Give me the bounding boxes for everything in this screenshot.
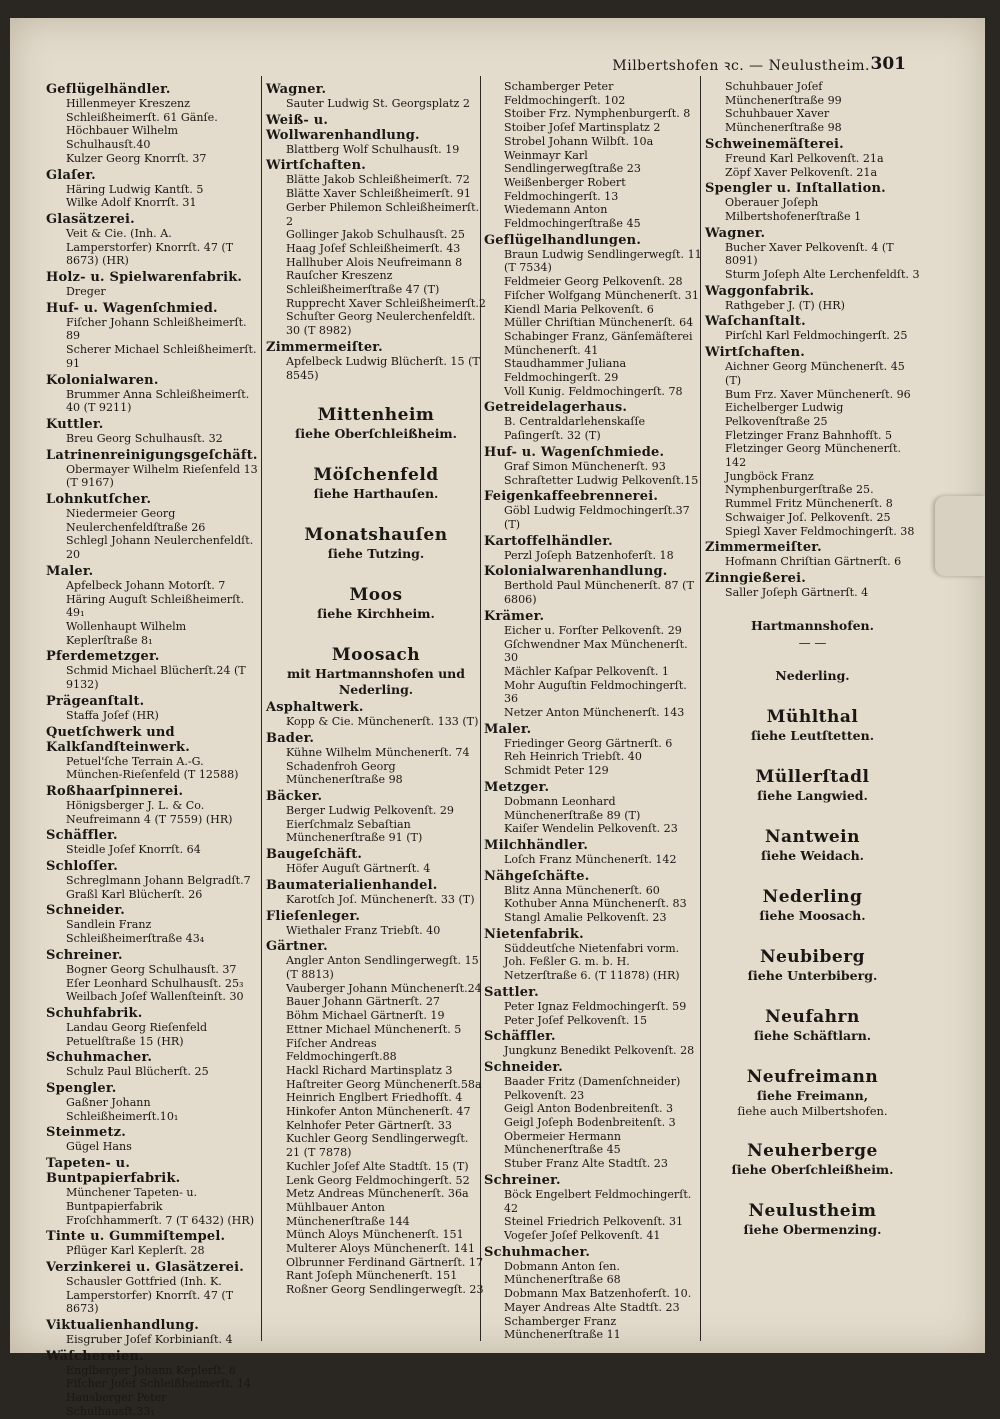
directory-entry: Vogeſer Joſef Pelkovenſt. 41 bbox=[504, 1229, 661, 1242]
sub-locality-heading: Nederling. bbox=[775, 667, 850, 683]
directory-entry: Landau Georg Rieſenfeld Petuelſtraße 15 (HR) bbox=[66, 1020, 208, 1048]
place-reference: mit Hartmannshofen und Nederling. bbox=[286, 666, 466, 698]
directory-entry: Schreglmann Johann Belgradſt.7 bbox=[66, 874, 251, 888]
directory-entry: Häring Auguſt Schleißheimerſt. 49₁ bbox=[66, 592, 245, 620]
directory-entry: Graßl Karl Blücherſt. 26 bbox=[66, 887, 203, 901]
category-heading: Schreiner. bbox=[46, 947, 123, 963]
directory-entry: Sauter Ludwig St. Georgsplatz 2 bbox=[286, 97, 470, 110]
directory-entry: Graf Simon Münchenerſt. 93 bbox=[504, 459, 666, 473]
directory-entry: Rant Joſeph Münchenerſt. 151 bbox=[286, 1269, 458, 1283]
category-heading: Quetſchwerk und Kalkſandſteinwerk. bbox=[46, 724, 190, 755]
directory-entry: Scherer Michael Schleißheimerſt. 91 bbox=[66, 343, 257, 370]
category-heading: Schuhmacher. bbox=[46, 1050, 153, 1066]
category-heading: Schreiner. bbox=[484, 1172, 561, 1188]
category-heading: Verzinkerei u. Glasätzerei. bbox=[46, 1259, 245, 1275]
directory-entry: Brummer Anna Schleißheimerſt. 40 (T 9211) bbox=[66, 387, 250, 415]
category-heading: Wagner. bbox=[705, 225, 766, 241]
category-heading: Asphaltwerk. bbox=[266, 700, 364, 716]
place-block bbox=[266, 404, 486, 442]
category-heading: Getreidelagerhaus. bbox=[484, 400, 628, 416]
place-reference: ſiehe Schäftlarn. bbox=[753, 1027, 872, 1043]
place-reference-extra: ſiehe auch Milbertshofen. bbox=[737, 1103, 888, 1118]
place-block bbox=[705, 826, 920, 864]
directory-entry: Rauſcher Kreszenz Schleißheimerſtraße 47 (T) bbox=[286, 269, 440, 297]
place-reference: ſiehe Oberſchleißheim. bbox=[294, 426, 458, 442]
category-heading: Holz- u. Spielwarenfabrik. bbox=[46, 270, 243, 286]
place-name: Neulustheim bbox=[748, 1200, 877, 1221]
directory-entry: Wollenhaupt Wilhelm Keplerſtraße 8₁ bbox=[66, 619, 187, 647]
directory-entry: Schuhbauer Joſef Münchenerſtraße 99 bbox=[725, 80, 842, 107]
directory-entry: Braun Ludwig Sendlingerwegſt. 11 (T 7534) bbox=[504, 247, 702, 275]
directory-entry: Veit & Cie. (Inh. A. Lamperstorfer) Knorrſt. 47 (T 8673) (HR) bbox=[66, 226, 234, 268]
directory-entry: Feldmeier Georg Pelkovenſt. 28 bbox=[504, 275, 683, 289]
category-heading: Wirtſchaften. bbox=[266, 158, 366, 174]
place-reference: ſiehe Weidach. bbox=[760, 847, 865, 863]
category-heading: Zinngießerei. bbox=[705, 570, 806, 586]
category-heading: Waggonfabrik. bbox=[705, 283, 815, 299]
category-heading: Tinte u. Gummiſtempel. bbox=[46, 1229, 226, 1245]
directory-entry: Schraſtetter Ludwig Pelkovenſt.15 bbox=[504, 473, 699, 487]
category-heading: Bader. bbox=[266, 730, 315, 746]
directory-entry: Strobel Johann Wilbſt. 10a bbox=[504, 134, 654, 148]
category-heading: Glaſer. bbox=[46, 167, 96, 183]
directory-entry: Sturm Joſeph Alte Lerchenfeldſt. 3 bbox=[725, 268, 920, 282]
directory-entry: Gſchwendner Max Münchenerſt. 30 bbox=[504, 637, 688, 665]
directory-entry: Lenk Georg Feldmochingerſt. 52 bbox=[286, 1173, 470, 1187]
column-3 bbox=[484, 80, 702, 1350]
directory-entry: Stoiber Joſef Martinsplatz 2 bbox=[504, 121, 661, 135]
place-name: Neubiberg bbox=[759, 946, 866, 967]
directory-entry: Wilke Adolf Knorrſt. 31 bbox=[66, 196, 197, 210]
directory-entry: Multerer Aloys Münchenerſt. 141 bbox=[286, 1242, 475, 1256]
directory-entry: Staffa Joſef (HR) bbox=[66, 708, 159, 722]
directory-entry: Kiendl Maria Pelkovenſt. 6 bbox=[504, 302, 654, 316]
directory-entry: Münchener Tapeten- u. Buntpapierfabrik Froſchhammerſt. 7 (T 6432) (HR) bbox=[66, 1186, 255, 1227]
category-heading: Maler. bbox=[46, 563, 94, 579]
category-heading: Huf- u. Wagenſchmied. bbox=[46, 300, 218, 316]
directory-entry: Hallhuber Alois Neufreimann 8 bbox=[286, 255, 463, 269]
category-heading: Huf- u. Wagenſchmiede. bbox=[484, 444, 665, 460]
directory-entry: Zöpf Xaver Pelkovenſt. 21a bbox=[725, 165, 878, 179]
directory-entry: Schmidt Peter 129 bbox=[504, 764, 609, 778]
place-name: Mittenheim bbox=[317, 405, 435, 426]
directory-entry: Oberauer Joſeph Milbertshofenerſtraße 1 bbox=[725, 196, 862, 223]
category-heading: Waſchanſtalt. bbox=[705, 314, 806, 330]
place-name: Neufahrn bbox=[765, 1006, 860, 1027]
directory-entry: Fletzinger Franz Bahnhofſt. 5 bbox=[725, 428, 893, 442]
category-heading: Wäſchereien. bbox=[46, 1348, 144, 1364]
directory-entry: Reh Heinrich Triebſt. 40 bbox=[504, 750, 642, 764]
place-block bbox=[705, 766, 920, 804]
directory-entry: Blattberg Wolf Schulhausſt. 19 bbox=[286, 142, 460, 156]
category-heading: Krämer. bbox=[484, 608, 545, 624]
directory-entry: Kulzer Georg Knorrſt. 37 bbox=[66, 151, 207, 165]
directory-entry: Gollinger Jakob Schulhausſt. 25 bbox=[286, 228, 465, 242]
place-reference: ſiehe Kirchheim. bbox=[317, 606, 435, 622]
directory-entry: Stangl Amalie Pelkovenſt. 23 bbox=[504, 911, 667, 925]
directory-entry: Fiſcher Wolfgang Münchenerſt. 31 bbox=[504, 288, 699, 302]
directory-entry: Rummel Fritz Münchenerſt. 8 bbox=[725, 497, 893, 511]
directory-entry: Fiſcher Johann Schleißheimerſt. 89 bbox=[66, 315, 247, 343]
directory-entry: Jungböck Franz Nymphenburgerſtraße 25. bbox=[725, 469, 874, 497]
directory-entry: Schuſter Georg Neulerchenfeldſt. 30 (T 8982) bbox=[286, 310, 476, 338]
category-heading: Schneider. bbox=[46, 903, 125, 919]
column-1 bbox=[46, 80, 258, 1418]
directory-entry: Netzer Anton Münchenerſt. 143 bbox=[504, 706, 685, 720]
category-heading: Nähgeſchäfte. bbox=[484, 868, 590, 884]
directory-entry: Schadenfroh Georg Münchenerſtraße 98 bbox=[286, 759, 403, 787]
directory-entry: Baader Fritz (Damenſchneider) Pelkovenſt. 23 bbox=[504, 1074, 681, 1102]
directory-entry: Bauer Johann Gärtnerſt. 27 bbox=[286, 995, 440, 1009]
category-heading: Glasätzerei. bbox=[46, 211, 135, 227]
running-title: Milbertshofen ꝛc. — Neulustheim. bbox=[612, 58, 870, 74]
place-name: Monatshauſen bbox=[304, 525, 448, 546]
directory-entry: Haſtreiter Georg Münchenerſt.58a bbox=[286, 1077, 482, 1091]
directory-entry: Breu Georg Schulhausſt. 32 bbox=[66, 431, 223, 445]
category-heading: Schuhfabrik. bbox=[46, 1005, 143, 1021]
directory-entry: Wiedemann Anton Feldmochingerſtraße 45 bbox=[504, 203, 641, 231]
category-heading: Schäffler. bbox=[484, 1029, 556, 1045]
directory-entry: Kuchler Joſef Alte Stadtſt. 15 (T) bbox=[286, 1159, 469, 1173]
category-heading: Zimmermeiſter. bbox=[705, 540, 822, 556]
place-name: Neufreimann bbox=[746, 1066, 879, 1087]
directory-entry: Peter Joſef Pelkovenſt. 15 bbox=[504, 1013, 648, 1027]
directory-entry: Schabinger Franz, Gänſemäſterei Münchenerſt. 41 bbox=[504, 329, 693, 357]
directory-entry: Obermeier Hermann Münchenerſtraße 45 bbox=[504, 1129, 622, 1157]
category-heading: Spengler u. Inſtallation. bbox=[705, 181, 886, 197]
place-block bbox=[266, 584, 486, 622]
place-block bbox=[705, 1200, 920, 1238]
page-number: 301 bbox=[870, 54, 906, 74]
category-heading: Metzger. bbox=[484, 779, 550, 795]
directory-entry: Weinmayr Karl Sendlingerwegſtraße 23 bbox=[504, 148, 641, 176]
place-reference: ſiehe Tutzing. bbox=[327, 546, 425, 562]
directory-entry: Kopp & Cie. Münchenerſt. 133 (T) bbox=[286, 715, 479, 729]
directory-entry: Hillenmeyer Kreszenz Schleißheimerſt. 61 Gänſe. bbox=[66, 97, 218, 124]
category-heading: Prägeanſtalt. bbox=[46, 693, 145, 709]
place-name: Nederling bbox=[762, 886, 863, 907]
directory-entry: Dobmann Max Batzenhoferſt. 10. bbox=[504, 1287, 692, 1301]
category-heading: Spengler. bbox=[46, 1081, 117, 1097]
directory-entry: Fletzinger Georg Münchenerſt. 142 bbox=[725, 442, 902, 470]
directory-entry: Mohr Auguſtin Feldmochingerſt. 36 bbox=[504, 678, 687, 706]
directory-entry: Häring Ludwig Kantſt. 5 bbox=[66, 182, 204, 196]
directory-entry: Höfer Auguſt Gärtnerſt. 4 bbox=[286, 862, 431, 876]
directory-entry: Bucher Xaver Pelkovenſt. 4 (T 8091) bbox=[725, 240, 894, 268]
directory-page bbox=[10, 18, 985, 1418]
directory-entry: Steidle Joſef Knorrſt. 64 bbox=[66, 843, 201, 857]
column-2 bbox=[266, 80, 486, 1350]
directory-entry: Schlegl Johann Neulerchenfeldſt. 20 bbox=[66, 534, 254, 562]
category-heading: Schäffler. bbox=[46, 828, 118, 844]
directory-entry: Göbl Ludwig Feldmochingerſt.37 (T) bbox=[504, 504, 690, 531]
directory-entry: Hinkofer Anton Münchenerſt. 47 bbox=[286, 1105, 471, 1119]
place-block bbox=[266, 464, 486, 502]
directory-entry: Schausler Gottfried (Inh. K. Lamperstorfer) Knorrſt. 47 (T 8673) bbox=[66, 1274, 234, 1316]
directory-entry: Obermayer Wilhelm Rieſenfeld 13 (T 9167) bbox=[66, 462, 258, 490]
place-reference: ſiehe Unterbiberg. bbox=[747, 967, 878, 983]
directory-entry: Gügel Hans bbox=[66, 1140, 132, 1154]
place-reference: ſiehe Oberſchleißheim. bbox=[731, 1161, 894, 1177]
directory-entry: Hönigsberger J. L. & Co. Neufreimann 4 (T 7559) (HR) bbox=[66, 798, 233, 826]
place-block bbox=[705, 946, 920, 984]
directory-entry: Höchbauer Wilhelm Schulhausſt.40 bbox=[66, 124, 179, 152]
category-heading: Sattler. bbox=[484, 984, 539, 1000]
directory-entry: Hausberger Peter Schulhausſt.33₁ bbox=[66, 1391, 167, 1418]
category-heading: Kartoffelhändler. bbox=[484, 533, 613, 549]
category-heading: Schuhmacher. bbox=[484, 1244, 591, 1260]
directory-entry: Jungkunz Benedikt Pelkovenſt. 28 bbox=[504, 1044, 695, 1058]
directory-entry: Saller Joſeph Gärtnerſt. 4 bbox=[725, 585, 869, 599]
directory-entry: Blätte Xaver Schleißheimerſt. 91 bbox=[286, 187, 471, 201]
directory-entry: Rathgeber J. (T) (HR) bbox=[725, 298, 845, 312]
place-block bbox=[705, 886, 920, 924]
place-reference: ſiehe Leutſtetten. bbox=[750, 727, 875, 743]
directory-entry: Mayer Andreas Alte Stadtſt. 23 bbox=[504, 1300, 680, 1314]
place-reference: ſiehe Obermenzing. bbox=[743, 1221, 882, 1237]
directory-entry: Kothuber Anna Münchenerſt. 83 bbox=[504, 897, 687, 911]
dash-separator: — — bbox=[798, 635, 827, 650]
directory-entry: Englberger Johann Keplerſt. 8 bbox=[66, 1363, 236, 1377]
directory-entry: Böck Engelbert Feldmochingerſt. 42 bbox=[504, 1187, 692, 1215]
category-heading: Bäcker. bbox=[266, 789, 323, 805]
category-heading: Roßhaarſpinnerei. bbox=[46, 783, 184, 799]
place-block bbox=[266, 644, 486, 698]
category-heading: Pferdemetzger. bbox=[46, 649, 160, 665]
place-reference: ſiehe Freimann, bbox=[756, 1087, 869, 1103]
category-heading: Tapeten- u. Buntpapierfabrik. bbox=[46, 1156, 181, 1187]
directory-entry: Haag Joſef Schleißheimerſt. 43 bbox=[286, 241, 461, 255]
category-heading: Feigenkaffeebrennerei. bbox=[484, 489, 659, 505]
place-reference: ſiehe Harthauſen. bbox=[313, 486, 439, 502]
directory-entry: Niedermeier Georg Neulerchenfeldſtraße 26 bbox=[66, 507, 206, 534]
directory-entry: Blätte Jakob Schleißheimerſt. 72 bbox=[286, 173, 470, 187]
directory-entry: Olbrunner Ferdinand Gärtnerſt. 17 bbox=[286, 1255, 484, 1269]
page-header bbox=[10, 54, 968, 80]
directory-entry: Roßner Georg Sendlingerwegſt. 23 bbox=[286, 1283, 484, 1297]
place-name: Moos bbox=[349, 585, 403, 606]
directory-entry: Apfelbeck Ludwig Blücherſt. 15 (T 8545) bbox=[286, 354, 480, 382]
category-heading: Nietenfabrik. bbox=[484, 926, 584, 942]
place-block bbox=[705, 1066, 920, 1118]
directory-entry: Kühne Wilhelm Münchenerſt. 74 bbox=[286, 745, 470, 759]
directory-entry: Staudhammer Juliana Feldmochingerſt. 29 bbox=[504, 357, 627, 385]
directory-entry: Hackl Richard Martinsplatz 3 bbox=[286, 1063, 453, 1077]
directory-entry: Karotſch Joſ. Münchenerſt. 33 (T) bbox=[286, 892, 475, 906]
directory-entry: Kuchler Georg Sendlingerwegſt. 21 (T 7878) bbox=[286, 1132, 469, 1160]
directory-entry: Eisgruber Joſef Korbinianſt. 4 bbox=[66, 1333, 233, 1347]
directory-entry: Petuel'ſche Terrain A.-G. München-Rieſenfeld (T 12588) bbox=[66, 754, 239, 782]
column-divider bbox=[261, 76, 262, 1341]
directory-entry: Blitz Anna Münchenerſt. 60 bbox=[504, 883, 660, 897]
directory-entry: Friedinger Georg Gärtnerſt. 6 bbox=[504, 736, 673, 750]
directory-entry: Eicher u. Forſter Pelkovenſt. 29 bbox=[504, 623, 682, 637]
place-name: Möſchenfeld bbox=[313, 465, 439, 486]
directory-entry: Hofmann Chriſtian Gärtnerſt. 6 bbox=[725, 555, 902, 569]
sub-locality-heading: Hartmannshofen. bbox=[750, 617, 874, 633]
directory-entry: Süddeutſche Nietenfabri vorm. Joh. Feßler G. m. b. H. Netzerſtraße 6. (T 11878) (HR) bbox=[504, 941, 680, 983]
directory-entry: Eierſchmalz Sebaſtian Münchenerſtraße 91 (T) bbox=[286, 817, 423, 845]
directory-entry: Bogner Georg Schulhausſt. 37 bbox=[66, 962, 237, 976]
category-heading: Wirtſchaften. bbox=[705, 345, 805, 361]
category-heading: Baumaterialienhandel. bbox=[266, 877, 438, 893]
directory-entry: Perzl Joſeph Batzenhoferſt. 18 bbox=[504, 548, 674, 562]
directory-entry: Mühlbauer Anton Münchenerſtraße 144 bbox=[286, 1200, 410, 1228]
column-4 bbox=[705, 80, 920, 1350]
directory-entry: Weißenberger Robert Feldmochingerſt. 13 bbox=[504, 175, 626, 203]
directory-entry: Apfelbeck Johann Motorſt. 7 bbox=[66, 578, 226, 592]
category-heading: Kuttler. bbox=[46, 416, 104, 432]
category-heading: Schloſſer. bbox=[46, 859, 119, 875]
place-name: Neuherberge bbox=[747, 1140, 878, 1161]
directory-entry: Kelnhofer Peter Gärtnerſt. 33 bbox=[286, 1118, 452, 1132]
category-heading: Zimmermeiſter. bbox=[266, 339, 383, 355]
directory-entry: Gaßner Johann Schleißheimerſt.10₁ bbox=[66, 1096, 179, 1123]
directory-entry: Rupprecht Xaver Schleißheimerſt.2 bbox=[286, 296, 486, 310]
category-heading: Baugeſchäft. bbox=[266, 847, 363, 863]
directory-entry: Peter Ignaz Feldmochingerſt. 59 bbox=[504, 999, 687, 1013]
place-reference: ſiehe Langwied. bbox=[757, 787, 868, 803]
place-block bbox=[266, 524, 486, 562]
directory-entry: Steinel Friedrich Pelkovenſt. 31 bbox=[504, 1215, 684, 1229]
place-reference: ſiehe Moosach. bbox=[759, 907, 866, 923]
directory-entry: Freund Karl Pelkovenſt. 21a bbox=[725, 151, 884, 165]
category-heading: Kolonialwarenhandlung. bbox=[484, 564, 668, 580]
directory-entry: Gerber Philemon Schleißheimerſt. 2 bbox=[286, 200, 480, 228]
category-heading: Steinmetz. bbox=[46, 1125, 126, 1141]
directory-entry: Dobmann Anton ſen. Münchenerſtraße 68 bbox=[504, 1259, 621, 1287]
directory-entry: Müller Chriſtian Münchenerſt. 64 bbox=[504, 316, 694, 330]
category-heading: Weiß- u. Wollwarenhandlung. bbox=[266, 112, 420, 143]
directory-entry: B. Centraldarlehenskaſſe Paſingerſt. 32 (T) bbox=[504, 415, 646, 443]
category-heading: Maler. bbox=[484, 721, 532, 737]
directory-entry: Stuber Franz Alte Stadtſt. 23 bbox=[504, 1157, 668, 1171]
directory-entry: Geigl Joſeph Bodenbreitenſt. 3 bbox=[504, 1116, 676, 1130]
directory-entry: Aichner Georg Münchenerſt. 45 (T) bbox=[725, 360, 905, 387]
category-heading: Schneider. bbox=[484, 1059, 563, 1075]
directory-entry: Münch Aloys Münchenerſt. 151 bbox=[286, 1228, 464, 1242]
directory-entry: Wiethaler Franz Triebſt. 40 bbox=[286, 923, 441, 937]
directory-entry: Schmid Michael Blücherſt.24 (T 9132) bbox=[66, 664, 246, 692]
directory-entry: Geigl Anton Bodenbreitenſt. 3 bbox=[504, 1102, 674, 1116]
directory-entry: Schamberger Peter Feldmochingerſt. 102 bbox=[504, 80, 626, 107]
directory-entry: Heinrich Englbert Friedhofſt. 4 bbox=[286, 1091, 463, 1105]
directory-entry: Kaiſer Wendelin Pelkovenſt. 23 bbox=[504, 822, 678, 836]
directory-entry: Schulz Paul Blücherſt. 25 bbox=[66, 1065, 209, 1079]
category-heading: Wagner. bbox=[266, 82, 327, 97]
directory-entry: Angler Anton Sendlingerwegſt. 15 (T 8813) bbox=[286, 954, 479, 981]
directory-entry: Böhm Michael Gärtnerſt. 19 bbox=[286, 1009, 445, 1023]
directory-entry: Spiegl Xaver Feldmochingerſt. 38 bbox=[725, 524, 915, 538]
directory-entry: Voll Kunig. Feldmochingerſt. 78 bbox=[504, 384, 683, 398]
category-heading: Schweinemäſterei. bbox=[705, 136, 844, 152]
category-heading: Gärtner. bbox=[266, 939, 328, 955]
directory-entry: Vauberger Johann Münchenerſt.24 bbox=[286, 981, 482, 995]
category-heading: Flieſenleger. bbox=[266, 908, 361, 924]
category-heading: Kolonialwaren. bbox=[46, 372, 159, 388]
category-heading: Geflügelhandlungen. bbox=[484, 232, 642, 248]
index-tab bbox=[935, 496, 985, 576]
directory-entry: Berthold Paul Münchenerſt. 87 (T 6806) bbox=[504, 579, 694, 607]
category-heading: Lohnkutſcher. bbox=[46, 492, 152, 508]
directory-entry: Pflüger Karl Keplerſt. 28 bbox=[66, 1244, 205, 1258]
place-block bbox=[705, 706, 920, 744]
directory-entry: Stoiber Frz. Nymphenburgerſt. 8 bbox=[504, 107, 691, 121]
directory-entry: Schamberger Franz Münchenerſtraße 11 bbox=[504, 1314, 621, 1342]
directory-entry: Ettner Michael Münchenerſt. 5 bbox=[286, 1022, 462, 1036]
category-heading: Geflügelhändler. bbox=[46, 82, 171, 97]
category-heading: Latrinenreinigungsgeſchäft. bbox=[46, 447, 258, 463]
directory-entry: Metz Andreas Münchenerſt. 36a bbox=[286, 1187, 469, 1201]
directory-entry: Pirſchl Karl Feldmochingerſt. 25 bbox=[725, 329, 908, 343]
place-block bbox=[705, 1140, 920, 1178]
directory-entry: Eſer Leonhard Schulhausſt. 25₃ bbox=[66, 976, 244, 990]
directory-entry: Mächler Kaſpar Pelkovenſt. 1 bbox=[504, 664, 669, 678]
directory-entry: Bum Frz. Xaver Münchenerſt. 96 bbox=[725, 387, 911, 401]
directory-entry: Eichelberger Ludwig Pelkovenſtraße 25 bbox=[725, 401, 844, 428]
place-name: Müllerſtadl bbox=[755, 766, 870, 787]
directory-entry: Loſch Franz Münchenerſt. 142 bbox=[504, 852, 677, 866]
directory-entry: Fiſcher Joſef Schleißheimerſt. 14 bbox=[66, 1377, 251, 1391]
directory-entry: Weilbach Joſef Wallenſteinſt. 30 bbox=[66, 990, 244, 1004]
directory-entry: Dobmann Leonhard Münchenerſtraße 89 (T) bbox=[504, 794, 641, 822]
place-block bbox=[705, 1006, 920, 1044]
category-heading: Viktualienhandlung. bbox=[46, 1318, 199, 1334]
place-name: Moosach bbox=[331, 645, 421, 666]
directory-entry: Fiſcher Andreas Feldmochingerſt.88 bbox=[286, 1036, 397, 1064]
directory-entry: Schwaiger Joſ. Pelkovenſt. 25 bbox=[725, 510, 891, 524]
directory-entry: Sandlein Franz Schleißheimerſtraße 43₄ bbox=[66, 918, 205, 946]
directory-entry: Dreger bbox=[66, 285, 106, 299]
place-name: Mühlthal bbox=[766, 706, 859, 727]
category-heading: Milchhändler. bbox=[484, 837, 589, 853]
directory-entry: Berger Ludwig Pelkovenſt. 29 bbox=[286, 804, 454, 818]
place-name: Nantwein bbox=[764, 826, 861, 847]
directory-entry: Schuhbauer Xaver Münchenerſtraße 98 bbox=[725, 107, 842, 135]
